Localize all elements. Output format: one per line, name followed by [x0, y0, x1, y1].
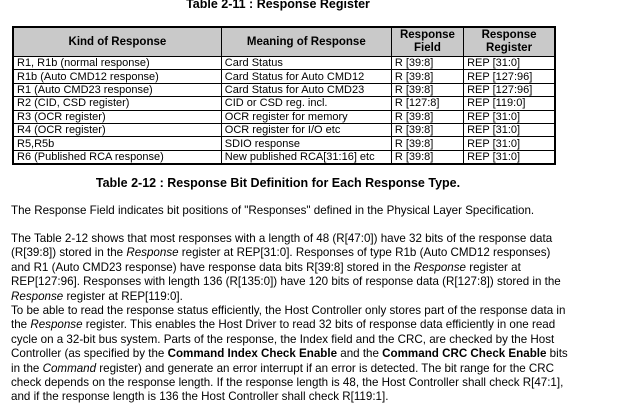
cell-meaning: Card Status: [221, 57, 391, 70]
table-header-row: [13, 27, 555, 57]
cell-register: REP [119:0]: [464, 97, 555, 110]
header-field: Response Field: [391, 27, 463, 57]
text-segment: and the: [337, 347, 383, 361]
cell-meaning: Card Status for Auto CMD23: [221, 83, 391, 96]
italic-term: Response: [30, 318, 83, 332]
text-segment: To be able to read the response status efficiently, the Host Controller only stores part of the response data in the: [11, 304, 566, 332]
text-segment: register at REP[127:96]. Responses with length 136 (R[135:0]) have 120 bits of response data (R[127:8]) stored in the: [11, 260, 561, 289]
cell-register: REP [127:96]: [464, 83, 555, 96]
paragraph-response-details: [11, 232, 571, 405]
text-segment: register. This enables the Host Driver to read 32 bits of response data efficiently in one read cycle on a 32-bit bus system. Parts of the response, the Index field and the CRC, are checked by the Host Controller (as specified by the: [11, 318, 556, 361]
bold-term: Command Index Check Enable: [167, 347, 338, 361]
table-row: [13, 83, 555, 96]
bold-term: Command CRC Check Enable: [382, 347, 547, 361]
table-row: [13, 97, 555, 110]
table-row: [13, 57, 555, 70]
text-segment: register at REP[31:0]. Responses of type R1b (Auto CMD12 responses) and R1 (Auto CMD23 response) have response data bits R[39:8] stored in the: [11, 246, 551, 274]
text-segment: bits in the: [11, 347, 568, 375]
cell-kind: R6 (Published RCA response): [13, 150, 221, 164]
table-caption: Table 2-12 : Response Bit Definition for Each Response Type.: [95, 176, 461, 190]
cell-meaning: CID or CSD reg. incl.: [221, 97, 391, 110]
header-meaning: Meaning of Response: [221, 27, 391, 57]
cell-meaning: OCR register for memory: [221, 110, 391, 123]
text-segment: The Table 2-12 shows that most responses with a length of 48 (R[47:0]) have 32 bits of the response data (R[39:8]) stored in the: [11, 232, 553, 260]
cell-meaning: New published RCA[31:16] etc: [221, 150, 391, 164]
cell-field: R [39:8]: [391, 110, 463, 123]
italic-term: Response: [413, 260, 467, 274]
table-row: [13, 123, 555, 136]
table-row: [13, 110, 555, 123]
cell-field: R [39:8]: [391, 137, 463, 150]
cell-field: R [127:8]: [391, 97, 463, 110]
text-segment: register) and generate an error interrupt if an error is detected. The bit range for the CRC check depends on the response length. If the response length is 48, the Host Controller shall check R[47:1], and if the response length is 136 the Host Controller shall check R[119:1].: [11, 361, 564, 404]
cell-kind: R4 (OCR register): [13, 123, 221, 136]
cell-register: REP [127:96]: [464, 70, 555, 83]
italic-term: Response: [126, 246, 179, 260]
cell-field: R [39:8]: [391, 123, 463, 136]
table-row: [13, 150, 555, 164]
response-register-table: [12, 26, 556, 165]
cell-register: REP [31:0]: [464, 110, 555, 123]
cell-kind: R1, R1b (normal response): [13, 57, 221, 70]
cell-kind: R1 (Auto CMD23 response): [13, 83, 221, 96]
cell-field: R [39:8]: [391, 150, 463, 164]
cell-register: REP [31:0]: [464, 150, 555, 164]
cell-register: REP [31:0]: [464, 137, 555, 150]
table-title: Table 2-11 : Response Register: [186, 0, 370, 11]
italic-term: Command: [42, 361, 97, 375]
text-segment: register at REP[119:0].: [63, 289, 183, 303]
cell-meaning: OCR register for I/O etc: [221, 123, 391, 136]
cell-field: R [39:8]: [391, 70, 463, 83]
table-row: [13, 137, 555, 150]
table-row: [13, 70, 555, 83]
cell-register: REP [31:0]: [464, 123, 555, 136]
cell-field: R [39:8]: [391, 83, 463, 96]
cell-kind: R1b (Auto CMD12 response): [13, 70, 221, 83]
cell-kind: R2 (CID, CSD register): [13, 97, 221, 110]
cell-meaning: Card Status for Auto CMD12: [221, 70, 391, 83]
cell-kind: R3 (OCR register): [13, 110, 221, 123]
cell-field: R [39:8]: [391, 57, 463, 70]
header-register: Response Register: [464, 27, 555, 57]
header-kind: Kind of Response: [13, 27, 221, 57]
cell-kind: R5,R5b: [13, 137, 221, 150]
cell-meaning: SDIO response: [221, 137, 391, 150]
cell-register: REP [31:0]: [464, 57, 555, 70]
italic-term: Response: [11, 289, 64, 303]
paragraph-response-field: The Response Field indicates bit positions of "Responses" defined in the Physical Layer Specification.: [11, 204, 535, 217]
